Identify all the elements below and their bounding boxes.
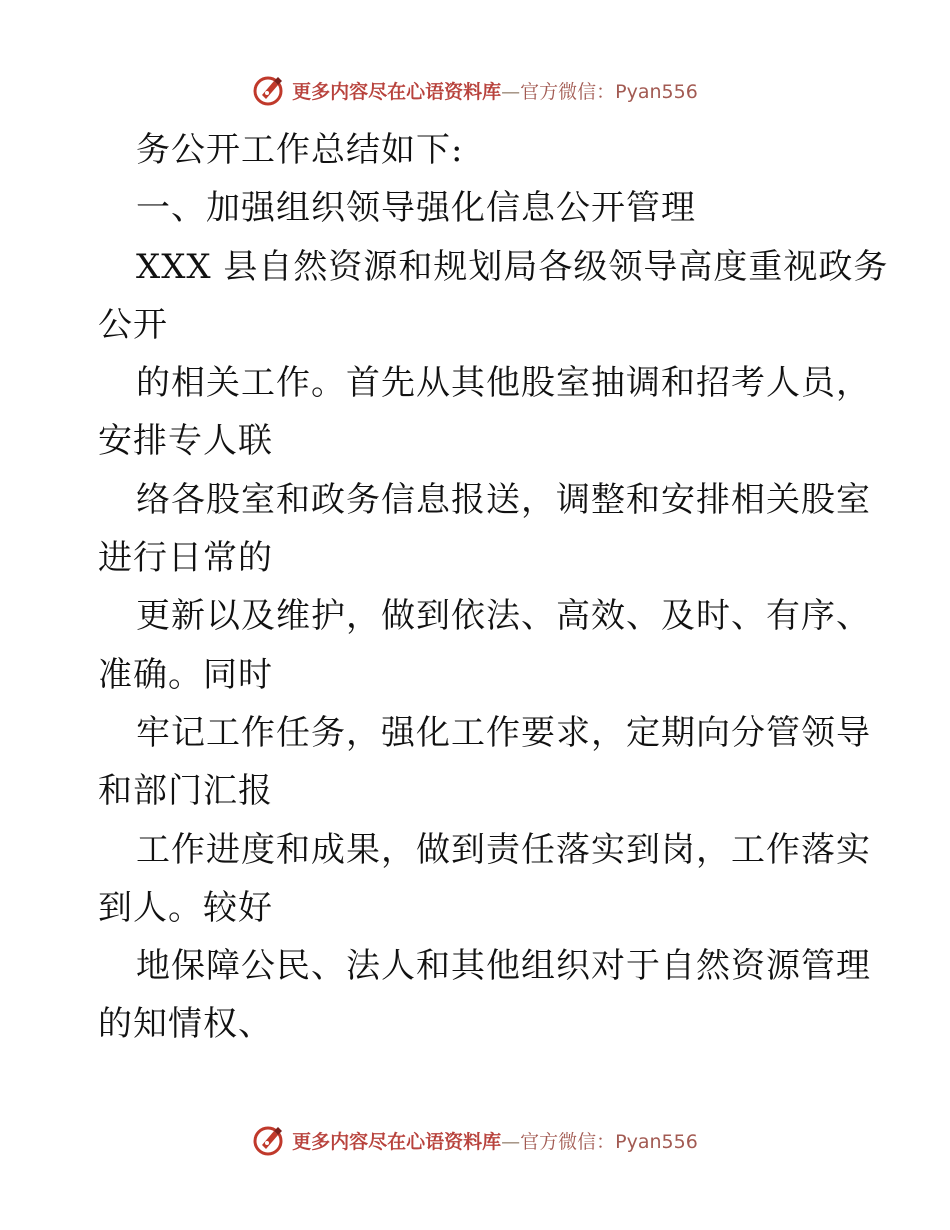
header-banner-text <box>292 77 698 104</box>
banner-separator: — <box>501 1130 521 1153</box>
banner-separator: — <box>501 80 521 103</box>
text-line: 安排专人联 <box>98 421 273 462</box>
text-line: 的知情权、 <box>98 1004 273 1045</box>
pen-nib-logo-icon <box>252 73 286 107</box>
text-line: 务公开工作总结如下: <box>136 130 464 170</box>
banner-brand: 更多内容尽在心语资料库 <box>292 1130 502 1153</box>
text-line: 进行日常的 <box>98 538 273 579</box>
text-line: 到人。较好 <box>98 887 273 928</box>
document-body <box>98 121 889 1054</box>
pen-nib-logo-icon <box>252 1123 286 1157</box>
text-line: 地保障公民、法人和其他组织对于自然资源管理 <box>136 946 871 987</box>
banner-brand: 更多内容尽在心语资料库 <box>292 80 502 103</box>
header-banner <box>0 70 950 110</box>
section-heading: 一、加强组织领导强化信息公开管理 <box>136 188 696 229</box>
banner-wechat: 官方微信：Pyan556 <box>520 80 698 103</box>
footer-banner <box>0 1120 950 1160</box>
text-line: 工作进度和成果，做到责任落实到岗，工作落实 <box>136 829 871 870</box>
text-line: 更新以及维护，做到依法、高效、及时、有序、 <box>136 596 871 637</box>
text-line: 络各股室和政务信息报送，调整和安排相关股室 <box>136 479 871 520</box>
footer-banner-text <box>292 1127 698 1154</box>
text-line: 的相关工作。首先从其他股室抽调和招考人员， <box>136 363 871 404</box>
text-line: 公开 <box>98 304 168 345</box>
text-line: XXX 县自然资源和规划局各级领导高度重视政务 <box>136 246 889 287</box>
text-line: 准确。同时 <box>98 654 273 695</box>
text-line: 和部门汇报 <box>98 771 273 812</box>
text-line: 牢记工作任务，强化工作要求，定期向分管领导 <box>136 712 871 753</box>
banner-wechat: 官方微信：Pyan556 <box>520 1130 698 1153</box>
